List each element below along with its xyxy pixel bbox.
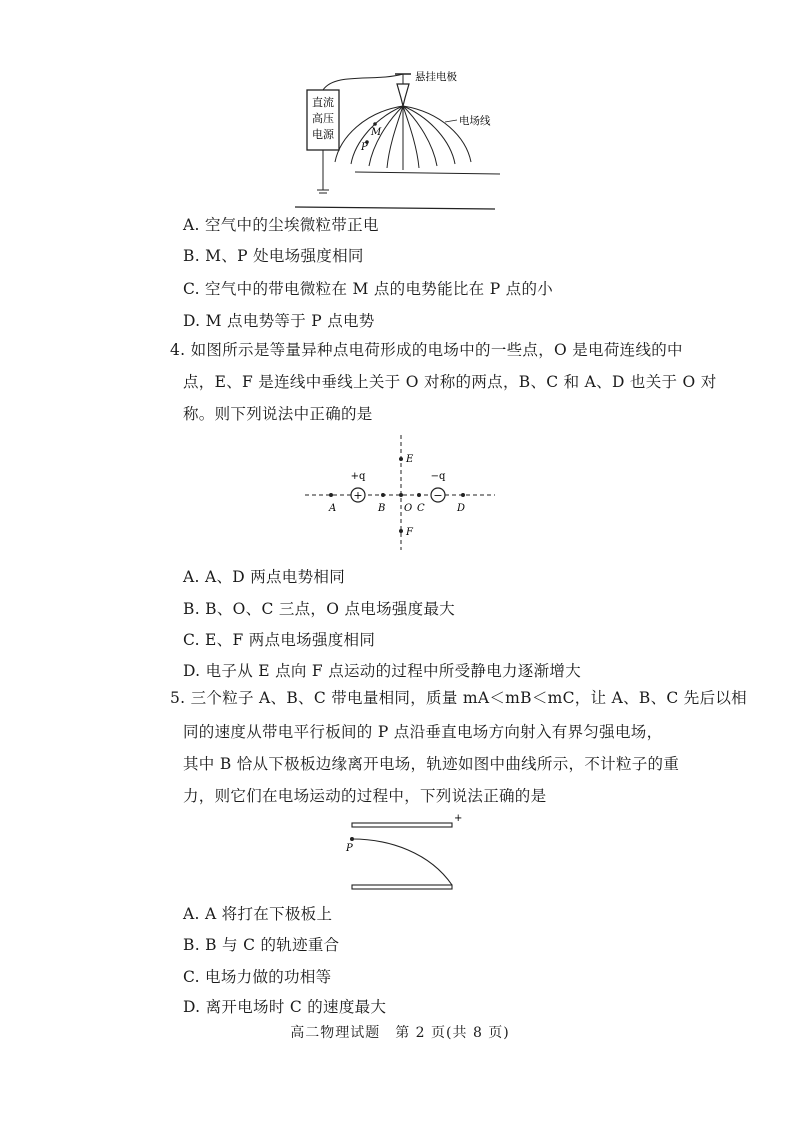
figure-parallel-plates: [340, 813, 470, 898]
point-d-label: D: [457, 503, 466, 514]
q5-stem-line-4: 力，则它们在电场运动的过程中，下列说法正确的是: [183, 787, 547, 805]
point-c-label: C: [417, 503, 425, 514]
electrode-label: 悬挂电极: [415, 71, 457, 83]
figure-dipole-points: [305, 435, 495, 550]
particle-trajectory: [352, 839, 452, 885]
q5-option-c: C. 电场力做的功相等: [183, 968, 332, 986]
page-footer: 高二物理试题 第 2 页(共 8 页): [290, 1025, 510, 1041]
power-label-line-1: 直流: [312, 96, 334, 109]
suspended-electrode: [397, 84, 409, 106]
q5-stem-line-2: 同的速度从带电平行板间的 P 点沿垂直电场方向射入有界匀强电场，: [183, 723, 663, 741]
negative-charge-label: −q: [430, 471, 446, 482]
q4-option-b: B. B、O、C 三点，O 点电场强度最大: [183, 600, 456, 618]
q5-option-d: D. 离开电场时 C 的速度最大: [183, 998, 387, 1016]
power-label-line-3: 电源: [312, 128, 334, 141]
point-b-label: B: [378, 503, 386, 514]
q4-stem-line-1: 4. 如图所示是等量异种点电荷形成的电场中的一些点，O 是电荷连线的中: [170, 341, 683, 359]
point-m-label: M: [371, 127, 382, 138]
plus-sign-label: +: [454, 813, 463, 824]
minus-sign: −: [433, 489, 443, 502]
q3-option-d: D. M 点电势等于 P 点电势: [183, 312, 375, 330]
q4-stem-line-2: 点，E、F 是连线中垂线上关于 O 对称的两点，B、C 和 A、D 也关于 O 对: [183, 373, 717, 391]
plus-sign: +: [353, 489, 363, 502]
q3-option-b: B. M、P 处电场强度相同: [183, 247, 364, 265]
q3-option-c: C. 空气中的带电微粒在 M 点的电势能比在 P 点的小: [183, 280, 554, 298]
point-p-label: P: [361, 142, 368, 153]
figure-suspended-electrode: [295, 62, 505, 212]
point-a-label: A: [329, 503, 337, 514]
q3-option-a: A. 空气中的尘埃微粒带正电: [183, 216, 379, 234]
power-label-line-2: 高压: [312, 112, 334, 125]
point-e-label: E: [406, 454, 414, 465]
q5-option-b: B. B 与 C 的轨迹重合: [183, 936, 340, 954]
q4-option-d: D. 电子从 E 点向 F 点运动的过程中所受静电力逐渐增大: [183, 662, 582, 680]
q4-option-a: A. A、D 两点电势相同: [183, 568, 345, 586]
lower-plate: [352, 885, 452, 889]
q5-stem-line-3: 其中 B 恰从下极板边缘离开电场，轨迹如图中曲线所示，不计粒子的重: [183, 755, 680, 773]
q5-option-a: A. A 将打在下极板上: [183, 905, 333, 923]
q4-option-c: C. E、F 两点电场强度相同: [183, 631, 376, 649]
upper-plate: [352, 823, 452, 827]
point-p-label: P: [346, 843, 353, 854]
point-f-label: F: [406, 527, 413, 538]
q4-stem-line-3: 称。则下列说法中正确的是: [183, 405, 373, 423]
positive-charge-label: +q: [350, 471, 366, 482]
point-o-label: O: [404, 503, 413, 514]
q5-stem-line-1: 5. 三个粒子 A、B、C 带电量相同，质量 mA＜mB＜mC，让 A、B、C 先后以相: [170, 689, 747, 707]
field-line-label: 电场线: [459, 115, 491, 127]
